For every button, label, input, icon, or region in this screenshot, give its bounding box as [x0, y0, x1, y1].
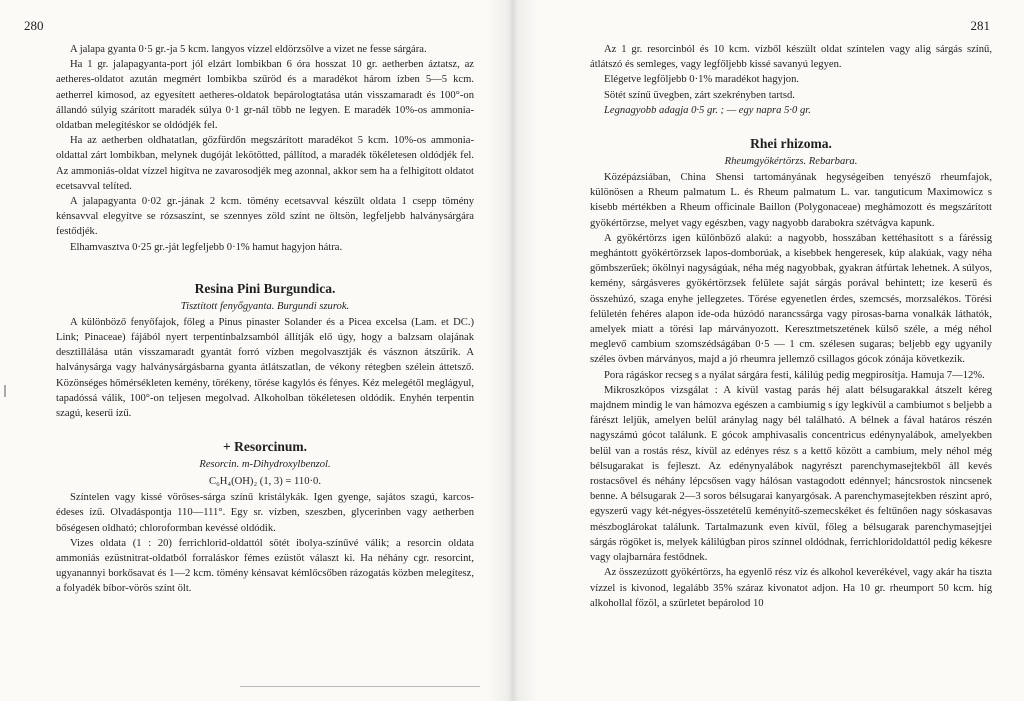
paragraph: Az összezúzott gyökértörzs, ha egyenlő rész víz és alkohol keverékével, vagy akár ha tiszta vízzel is kivonod, legalább 35% száraz kivonatot adjon. Ha 10 gr. rheumport 50 kcm. híg alkohollal főzöl, a szűrletet bepárolod 10 — [590, 567, 992, 609]
paragraph: Elhamvasztva 0·25 gr.-ját legfeljebb 0·1% hamut hagyjon hátra. — [70, 241, 343, 253]
paragraph: Pora rágáskor recseg s a nyálat sárgára festi, kálilúg pedig megpirosítja. Hamuja 7—12%. — [604, 369, 985, 381]
section-subtitle: Tisztított fenyőgyanta. Burgundi szurok. — [180, 300, 350, 312]
page-number: 281 — [970, 18, 990, 33]
page-number: 280 — [24, 18, 44, 33]
left-page — [0, 0, 510, 701]
paragraph: A jalapagyanta 0·02 gr.-jának 2 kcm. tömény ecetsavval készült oldata 1 csepp tömény kénsavval elegyítve se rózsaszínt, se szennyes zöld színt ne öltsön, legfeljebb halványsárgára festődjék. — [56, 196, 474, 238]
right-text-column — [590, 42, 992, 611]
paragraph: Vizes oldata (1 : 20) ferrichlorid-oldattól sötét ibolya-színűvé válik; a resorcin oldata ammoniás ezüstnitrat-oldatból forraláskor fémes ezüstöt választ ki. Ha néhány cgr. resorcint, ugyanannyi borkősavat és 1—2 kcm. tömény kénsavat kémlőcsőben rázogatás közben melegítesz, a folyadék bíbor-vörös színt ölt. — [56, 537, 474, 595]
section-subtitle: Rheumgyökértörzs. Rebarbara. — [724, 156, 858, 168]
paragraph: Középázsiában, China Shensi tartományának hegységeiben tenyésző rheumfajok, különösen a Rheum palmatum L. és Rheum palmatum L. var. tanguticum Maximowicz s kisebb mértékben a Rheum officinale Baillon (Polygonaceae) meghámozott és megszárított gyökértörzse, melyet vagy egészben, vagy nagyobb darabokra szétvágva kapunk. — [590, 172, 992, 229]
paragraph: Ha 1 gr. jalapagyanta-port jól elzárt lombikban 6 óra hosszat 10 gr. aetherben áztatsz, az aetheres-oldatot azután megmért lombikba szűröd és a maradékot három ízben 5—5 kcm. aetherrel kimosod, az egyesített aetheres-oldatok bepárologtatása után visszamaradt és 100°-on állandó súlyig szárított maradék súlya 0·1 gr-nál több ne legyen. E maradék 10%-os ammonia-oldatban melegítéskor se oldódjék fel. — [56, 59, 474, 132]
paragraph: Sötét színű üvegben, zárt szekrényben tartsd. — [604, 89, 795, 101]
cross-mark: + — [223, 439, 231, 455]
section-title-text: Resorcinum. — [234, 439, 307, 455]
section-subtitle: Resorcin. m-Dihydroxylbenzol. — [199, 459, 331, 471]
chemical-formula: C₆H₄(OH)₂ (1, 3) = 110·0. — [209, 476, 321, 488]
left-text-column — [56, 42, 474, 597]
paragraph: Elégetve legföljebb 0·1% maradékot hagyjon. — [604, 74, 800, 86]
paragraph: Mikroszkópos vizsgálat : A kívül vastag parás héj alatt bélsugarakkal átszelt kéreg majdnem mindig le van hámozva egészen a cambiumig s így legkívül a cambiumot s beljebb a fárészt leljük, amelyen belül aránylag nagy bél található. A bélnek a fával határos részén nagyszámú gócot találunk. E gócok amphivasalis concentricus edénynyalábok, amelyekben belül van a rostás rész, kívül az edényes rész s a kettő között a cambium, mely néhol még bélsugarakat is fejleszt. Az edénynyalábok nagyrészt parenchymasejtekből áll kevés rostacsővel és néhány lépcsősen vagy hálósan vastagodott edénnyel; háncsrostok nincsenek benne. A bélsugarak 2—3 soros bélsugarai kanyargósak. A parenchymasejtekben részint apró, egyszerű vagy két-négyes-összetételű keményítő-szemecskéket és feltűnően nagy sóskasavas mészboglárokat találunk. Tartalmazunk even kívül, főleg a bélsugarak parenchymasejtjei sárgás rögöket is, melyek kálilúgban piros színnel oldódnak, ferrichloridoldattól pedig kékesre vagy olajbarnára festődnek. — [590, 384, 992, 564]
section-title: Rhei rhizoma. — [750, 136, 832, 152]
paragraph: A jalapa gyanta 0·5 gr.-ja 5 kcm. langyos vízzel eldörzsölve a vizet ne fesse sárgára. — [70, 44, 427, 55]
paragraph: Színtelen vagy kissé vöröses-sárga színű kristálykák. Igen gyenge, sajátos szagú, karcos-édeses ízű. Olvadáspontja 110—111°. Egy sr. vízben, szeszben, glycerinben vagy aetherben bőségesen oldható; chloroformban kevéssé oldódik. — [56, 492, 474, 534]
page-edge-line — [240, 686, 480, 687]
section-title — [56, 437, 474, 457]
paragraph: Ha az aetherben oldhatatlan, gőzfürdőn megszárított maradékot 5 kcm. 10%-os ammonia-oldattal zárt lombikban, melynek dugóját lekötötted, pállítod, a maradék tökéletesen oldódjék fel. Az ammoniás-oldat vízzel higítva ne zavarosodjék meg azonnal, akkor sem ha a felhigított oldatot ecetsavval telíted. — [56, 135, 474, 192]
section-title: Resina Pini Burgundica. — [194, 280, 336, 296]
spacer — [590, 118, 992, 134]
paragraph: A gyökértörzs igen különböző alakú: a nagyobb, hosszában kettéhasított s a fáréssig meghántott gyökértörzsek lapos-domborúak, a kisebbek hengeresek, kúp alakúak, vagy néha gömbszerűek; ökölnyi nagyságúak, néha még nagyobbak, gyakran átfúrtak lehetnek. A súlyos, kemény, sárgásveres gyökértörzsek felülete saját sárgás porával behintett; ize keserű és összehúzó, szaga enyhe jellegzetes. Törése egyenetlen érdes, szemcsés, morzsalékos. Törési felületén fehéres alapon ide-oda húzódó narancssárga vagy pirosas-barna vonalkák láthatók, amelyek miatt a törési lap márványozott. Keresztmetszetének külső széle, a még néhol meglevő cambium szomszédságában 0·5 — 1 cm. szélesen sugaras; beljebb egy ugyanily széles övben márványos, majd a jó rheumra jellemző csillagos gócok zónája következik. — [590, 232, 992, 366]
spacer — [56, 421, 474, 437]
paragraph: A különböző fenyőfajok, főleg a Pinus pinaster Solander és a Picea excelsa (Lam. et DC.) Link; Pinaceae) fájából nyert terpentinbalzsamból állítják elő úgy, hogy a balzsam olajának desztillálása után visszamaradt gyantát forró vízben megolvasztják és vásznon átszűrik. A halványsárga vagy halványsárgásbarna gyanta átlátszatlan, de vékony rétegben szélein áttetsző. Közönséges hőmérsékleten kemény, törékeny, törése kagylós és fényes. Kéz melegétől meglágyul, tapadóssá válik, 100°-on teljesen megolvad. Alkoholban tökéletesen oldódik. Enyhén terpentin szagú, keserű ízű. — [56, 316, 474, 420]
dosage-note: Legnagyobb adagja 0·5 gr. ; — egy napra 5·0 gr. — [604, 104, 811, 116]
spacer — [56, 255, 474, 279]
paragraph: Az 1 gr. resorcinból és 10 kcm. vízből készült oldat színtelen vagy alig sárgás színű, átlátszó és semleges, vagy legfőljebb kissé savanyú legyen. — [590, 44, 992, 71]
right-page — [510, 0, 1024, 701]
